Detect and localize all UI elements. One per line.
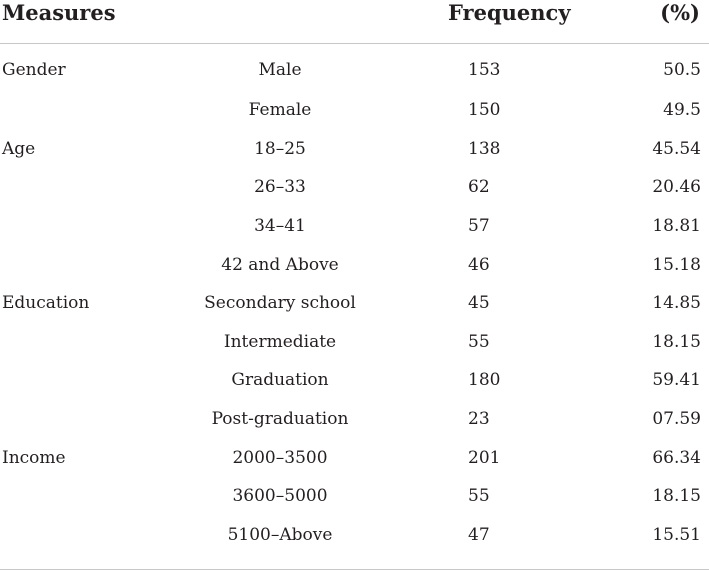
row-percent: 15.51 bbox=[652, 524, 701, 545]
table-row bbox=[0, 168, 709, 207]
row-category bbox=[0, 516, 170, 555]
row-percent: 07.59 bbox=[652, 409, 701, 430]
row-frequency: 201 bbox=[468, 447, 501, 468]
row-frequency: 23 bbox=[468, 409, 490, 430]
row-percent: 14.85 bbox=[652, 293, 701, 314]
table-row bbox=[0, 91, 709, 130]
row-percent: 59.41 bbox=[652, 370, 701, 391]
row-percent: 18.15 bbox=[652, 331, 701, 352]
row-category bbox=[0, 361, 170, 400]
row-frequency: 46 bbox=[468, 254, 490, 275]
row-subcategory: Graduation bbox=[231, 370, 329, 391]
row-frequency: 62 bbox=[468, 177, 490, 198]
row-frequency: 150 bbox=[468, 100, 501, 121]
table-header bbox=[0, 0, 709, 44]
row-percent: 20.46 bbox=[652, 177, 701, 198]
row-frequency: 180 bbox=[468, 370, 501, 391]
table-row bbox=[0, 130, 709, 169]
row-frequency: 57 bbox=[468, 216, 490, 237]
row-category bbox=[0, 168, 170, 207]
table-row bbox=[0, 207, 709, 246]
row-frequency: 47 bbox=[468, 524, 490, 545]
row-subcategory: 26–33 bbox=[254, 177, 306, 198]
header-percent: (%) bbox=[570, 0, 709, 44]
row-subcategory: Male bbox=[258, 59, 302, 80]
row-category bbox=[0, 207, 170, 246]
header-subcategory bbox=[170, 0, 390, 44]
row-subcategory: Female bbox=[248, 100, 312, 121]
row-category: Age bbox=[2, 138, 36, 159]
row-subcategory: Secondary school bbox=[204, 293, 356, 314]
header-measures: Measures bbox=[0, 0, 170, 44]
row-frequency: 45 bbox=[468, 293, 490, 314]
row-subcategory: 2000–3500 bbox=[232, 447, 328, 468]
header-frequency: Frequency bbox=[390, 0, 570, 44]
table-body bbox=[0, 44, 709, 555]
header-row bbox=[0, 0, 709, 44]
table-row bbox=[0, 44, 709, 92]
row-subcategory: 5100–Above bbox=[227, 524, 333, 545]
row-percent: 18.15 bbox=[652, 486, 701, 507]
row-category: Gender bbox=[2, 59, 66, 80]
table-row bbox=[0, 323, 709, 362]
table-row bbox=[0, 284, 709, 323]
row-category bbox=[0, 323, 170, 362]
row-frequency: 138 bbox=[468, 138, 501, 159]
table-row bbox=[0, 361, 709, 400]
table-row bbox=[0, 245, 709, 284]
table-row bbox=[0, 438, 709, 477]
table-row bbox=[0, 477, 709, 516]
row-subcategory: 34–41 bbox=[254, 216, 306, 237]
table-row bbox=[0, 400, 709, 439]
row-category bbox=[0, 477, 170, 516]
row-percent: 66.34 bbox=[652, 447, 701, 468]
row-frequency: 55 bbox=[468, 331, 490, 352]
row-frequency: 153 bbox=[468, 59, 501, 80]
row-subcategory: 42 and Above bbox=[221, 254, 339, 275]
row-subcategory: Post-graduation bbox=[211, 409, 349, 430]
row-percent: 49.5 bbox=[663, 100, 701, 121]
row-category bbox=[0, 400, 170, 439]
row-category: Education bbox=[2, 293, 90, 314]
row-category: Income bbox=[2, 447, 66, 468]
table-row bbox=[0, 516, 709, 555]
row-frequency: 55 bbox=[468, 486, 490, 507]
row-percent: 15.18 bbox=[652, 254, 701, 275]
row-subcategory: 18–25 bbox=[254, 138, 306, 159]
row-percent: 45.54 bbox=[652, 138, 701, 159]
row-percent: 50.5 bbox=[663, 59, 701, 80]
row-subcategory: 3600–5000 bbox=[232, 486, 328, 507]
table-bottom-rule bbox=[0, 569, 709, 570]
row-category bbox=[0, 91, 170, 130]
row-percent: 18.81 bbox=[652, 216, 701, 237]
row-category bbox=[0, 245, 170, 284]
row-subcategory: Intermediate bbox=[223, 331, 337, 352]
